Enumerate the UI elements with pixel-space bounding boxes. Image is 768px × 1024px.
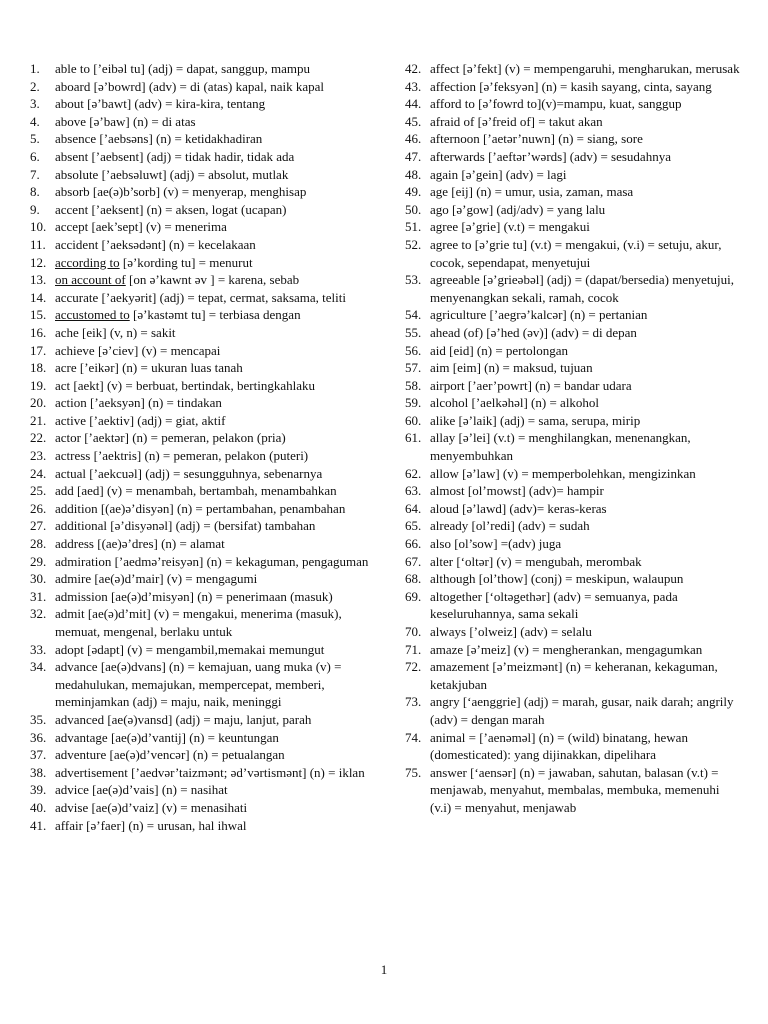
dictionary-entry <box>30 588 370 606</box>
dictionary-entry <box>30 781 370 799</box>
entry-text: ago [ə’gow] (adj/adv) = yang lalu <box>430 201 606 217</box>
entry-text: almost [ol’mowst] (adv)= hampir <box>430 483 604 499</box>
entry-number: 65. <box>405 518 422 534</box>
dictionary-entry <box>405 623 740 641</box>
dictionary-entry <box>30 394 370 412</box>
dictionary-entry <box>405 166 740 184</box>
entry-number: 43. <box>405 78 422 94</box>
dictionary-entry <box>30 535 370 553</box>
entry-text: accent [’aeksent] (n) = aksen, logat (ucapan) <box>55 201 287 217</box>
entry-text: actor [’aektər] (n) = pemeran, pelakon (pria) <box>55 430 286 446</box>
entry-number: 16. <box>30 324 47 340</box>
entry-number: 52. <box>405 236 422 252</box>
entry-text: advantage [ae(ə)d’vantij] (n) = keuntungan <box>55 729 279 745</box>
entry-number: 26. <box>30 500 47 516</box>
dictionary-entry <box>405 535 740 553</box>
entry-text: amaze [ə’meiz] (v) = mengherankan, mengagumkan <box>430 641 703 657</box>
dictionary-entry <box>405 465 740 483</box>
dictionary-entry <box>30 729 370 747</box>
entry-number: 6. <box>30 148 40 164</box>
entry-number: 51. <box>405 219 422 235</box>
entry-text: accept [aek’sept] (v) = menerima <box>55 219 227 235</box>
entry-number: 35. <box>30 711 47 727</box>
entry-number: 61. <box>405 430 422 446</box>
dictionary-entry <box>30 465 370 483</box>
dictionary-entry <box>30 517 370 535</box>
dictionary-entry <box>405 201 740 219</box>
dictionary-entry <box>405 95 740 113</box>
entry-text: also [ol’sow] =(adv) juga <box>430 536 562 552</box>
entry-number: 32. <box>30 606 47 622</box>
entry-text: advance [ae(ə)dvans] (n) = kemajuan, uang muka (v) = medahulukan, memajukan, mempercepat, memberi, meminjamkan (adj) = maju, naik, meninggi <box>55 659 342 710</box>
entry-number: 49. <box>405 184 422 200</box>
entry-number: 21. <box>30 412 47 428</box>
entry-text: agreeable [ə’grieəbəl] (adj) = (dapat/bersedia) menyetujui, menyenangkan sekali, ramah, cocok <box>430 272 735 305</box>
entry-number: 41. <box>30 817 47 833</box>
dictionary-entry <box>405 517 740 535</box>
entry-number: 46. <box>405 131 422 147</box>
dictionary-entry <box>30 359 370 377</box>
entry-number: 29. <box>30 553 47 569</box>
dictionary-entry <box>405 113 740 131</box>
entry-number: 12. <box>30 254 47 270</box>
entry-number: 15. <box>30 307 47 323</box>
entry-text: admission [ae(ə)d’misyən] (n) = penerimaan (masuk) <box>55 588 333 604</box>
dictionary-entry <box>30 78 370 96</box>
entry-number: 24. <box>30 465 47 481</box>
entry-text: already [ol’redi] (adv) = sudah <box>430 518 590 534</box>
entry-text: aboard [ə’bowrd] (adv) = di (atas) kapal, naik kapal <box>55 78 325 94</box>
entry-number: 18. <box>30 360 47 376</box>
entry-number: 20. <box>30 395 47 411</box>
dictionary-entry <box>405 130 740 148</box>
entry-text: on account of [on ə’kawnt əv ] = karena, sebab <box>55 272 300 288</box>
entry-number: 39. <box>30 782 47 798</box>
entry-number: 66. <box>405 536 422 552</box>
entry-number: 14. <box>30 289 47 305</box>
dictionary-entry <box>405 60 740 78</box>
entry-text: alter [‘oltər] (v) = mengubah, merombak <box>430 553 642 569</box>
entry-number: 28. <box>30 536 47 552</box>
entry-number: 68. <box>405 571 422 587</box>
entry-number: 63. <box>405 483 422 499</box>
dictionary-entry <box>30 429 370 447</box>
left-column <box>30 60 370 834</box>
entry-text: agree [ə’grie] (v.t) = mengakui <box>430 219 590 235</box>
entry-number: 53. <box>405 272 422 288</box>
entry-text: ahead (of) [ə’hed (əv)] (adv) = di depan <box>430 324 637 340</box>
entry-number: 25. <box>30 483 47 499</box>
entry-number: 33. <box>30 641 47 657</box>
dictionary-entry <box>30 95 370 113</box>
dictionary-entry <box>30 658 370 711</box>
dictionary-entry <box>30 342 370 360</box>
entry-number: 70. <box>405 624 422 639</box>
entry-text: actress [’aektris] (n) = pemeran, pelakon (puteri) <box>55 448 309 464</box>
entry-headword-underlined: on account of <box>55 272 126 288</box>
dictionary-entry <box>30 711 370 729</box>
entry-number: 56. <box>405 342 422 358</box>
dictionary-entry <box>30 605 370 640</box>
entry-text: absolute [’aebsəluwt] (adj) = absolut, mutlak <box>55 166 289 182</box>
entry-text: admire [ae(ə)d’mair] (v) = mengagumi <box>55 571 258 587</box>
entry-text: affair [ə’faer] (n) = urusan, hal ihwal <box>55 817 247 833</box>
entry-number: 50. <box>405 201 422 217</box>
entry-number: 73. <box>405 694 422 710</box>
dictionary-entry <box>405 342 740 360</box>
entry-number: 42. <box>405 61 422 76</box>
dictionary-entry <box>30 289 370 307</box>
entry-text: agree to [ə’grie tu] (v.t) = mengakui, (v.i) = setuju, akur, cocok, sependapat, menyetujui <box>430 236 722 270</box>
dictionary-entry <box>30 271 370 289</box>
entry-text: affect [ə’fekt] (v) = mempengaruhi, mengharukan, merusak <box>430 61 740 76</box>
entry-text: allow [ə’law] (v) = memperbolehkan, mengizinkan <box>430 465 696 481</box>
page-number: 1 <box>380 962 388 977</box>
entry-number: 37. <box>30 747 47 763</box>
dictionary-entry <box>30 324 370 342</box>
entry-text: about [ə’bawt] (adv) = kira-kira, tentang <box>55 96 266 112</box>
entry-text: absorb [ae(ə)b’sorb] (v) = menyerap, menghisap <box>55 184 307 200</box>
entry-text: addition [(ae)ə’disyən] (n) = pertambahan, penambahan <box>55 500 346 516</box>
entry-text: afternoon [’aetər’nuwn] (n) = siang, sore <box>430 131 643 147</box>
entry-text: always [’olweiz] (adv) = selalu <box>430 624 592 639</box>
dictionary-entry <box>30 60 370 78</box>
entry-number: 55. <box>405 324 422 340</box>
entry-text: adopt [ədapt] (v) = mengambil,memakai memungut <box>55 641 325 657</box>
entry-number: 30. <box>30 571 47 587</box>
entry-number: 9. <box>30 201 40 217</box>
entry-number: 17. <box>30 342 47 358</box>
dictionary-entry <box>405 658 740 693</box>
entry-number: 2. <box>30 78 40 94</box>
dictionary-entry <box>405 641 740 659</box>
dictionary-entry <box>405 148 740 166</box>
dictionary-entry <box>30 130 370 148</box>
dictionary-entry <box>30 377 370 395</box>
entry-text: acre [’eikər] (n) = ukuran luas tanah <box>55 360 243 376</box>
right-column <box>405 60 740 817</box>
entry-number: 58. <box>405 377 422 393</box>
dictionary-entry <box>405 78 740 96</box>
dictionary-entry <box>405 271 740 306</box>
entry-number: 10. <box>30 219 47 235</box>
dictionary-entry <box>405 324 740 342</box>
entry-number: 36. <box>30 729 47 745</box>
entry-text: airport [’aer’powrt] (n) = bandar udara <box>430 377 632 393</box>
entry-number: 27. <box>30 518 47 534</box>
dictionary-entry <box>405 412 740 430</box>
entry-text: agriculture [’aegrə’kalcər] (n) = pertanian <box>430 307 648 323</box>
dictionary-entry <box>30 764 370 782</box>
entry-text: affection [ə’feksyən] (n) = kasih sayang, cinta, sayang <box>430 78 712 94</box>
entry-number: 13. <box>30 272 47 288</box>
dictionary-entry <box>405 764 740 817</box>
entry-number: 7. <box>30 166 40 182</box>
entry-text: achieve [ə’ciev] (v) = mencapai <box>55 342 221 358</box>
entry-number: 64. <box>405 500 422 516</box>
entry-number: 54. <box>405 307 422 323</box>
entry-text: according to [ə’kording tu] = menurut <box>55 254 253 270</box>
dictionary-entry <box>405 377 740 395</box>
entry-number: 59. <box>405 395 422 411</box>
dictionary-entry <box>405 482 740 500</box>
dictionary-entry <box>30 254 370 272</box>
entry-text: accident [’aeksədənt] (n) = kecelakaan <box>55 236 256 252</box>
dictionary-entry <box>30 236 370 254</box>
entry-number: 3. <box>30 96 40 112</box>
entry-text: active [’aektiv] (adj) = giat, aktif <box>55 412 226 428</box>
entry-text: animal = [’aenəməl] (n) = (wild) binatang, hewan (domesticated): yang dijinakkan, dipelihara <box>430 729 688 763</box>
dictionary-entry <box>405 729 740 764</box>
dictionary-entry <box>30 447 370 465</box>
entry-text: admit [ae(ə)d’mit] (v) = mengakui, menerima (masuk), memuat, mengenal, berlaku untuk <box>55 606 342 639</box>
entry-text: admiration [’aedmə’reisyən] (n) = kekaguman, pengaguman <box>55 553 369 569</box>
entry-number: 47. <box>405 148 422 164</box>
dictionary-entry <box>30 148 370 166</box>
dictionary-entry <box>405 359 740 377</box>
dictionary-entry <box>30 412 370 430</box>
entry-number: 69. <box>405 588 422 604</box>
dictionary-entry <box>405 394 740 412</box>
entry-text: address [(ae)ə’dres] (n) = alamat <box>55 536 225 552</box>
entry-text: advertisement [’aedvər’taizmənt; əd’vərtismənt] (n) = iklan <box>55 764 365 780</box>
entry-text: action [’aeksyən] (n) = tindakan <box>55 395 222 411</box>
entry-number: 44. <box>405 96 422 112</box>
dictionary-entry <box>30 570 370 588</box>
dictionary-entry <box>405 183 740 201</box>
entry-number: 11. <box>30 236 46 252</box>
entry-text: afford to [ə’fowrd to](v)=mampu, kuat, sanggup <box>430 96 682 112</box>
entry-text: ache [eik] (v, n) = sakit <box>55 324 176 340</box>
entry-text: above [ə’baw] (n) = di atas <box>55 113 196 129</box>
entry-text: actual [’aekcuəl] (adj) = sesungguhnya, sebenarnya <box>55 465 323 481</box>
dictionary-entry <box>405 693 740 728</box>
entry-number: 23. <box>30 448 47 464</box>
dictionary-entry <box>30 201 370 219</box>
entry-text: advice [ae(ə)d’vais] (n) = nasihat <box>55 782 228 798</box>
entry-number: 4. <box>30 113 40 129</box>
entry-number: 19. <box>30 377 47 393</box>
dictionary-entry <box>30 553 370 571</box>
dictionary-entry <box>30 500 370 518</box>
entry-number: 72. <box>405 659 422 675</box>
entry-text: additional [ə’disyənəl] (adj) = (bersifat) tambahan <box>55 518 316 534</box>
entry-text: answer [‘aensər] (n) = jawaban, sahutan, balasan (v.t) = menjawab, menyahut, membalas, membuka, memenuhi (v.i) = menyahut, menjawab <box>430 764 720 815</box>
entry-number: 34. <box>30 659 47 675</box>
entry-text: aid [eid] (n) = pertolongan <box>430 342 569 358</box>
entry-number: 75. <box>405 764 422 780</box>
dictionary-entry <box>405 218 740 236</box>
entry-text: alcohol [’aelkəhəl] (n) = alkohol <box>430 395 600 411</box>
entry-text: aloud [ə’lawd] (adv)= keras-keras <box>430 500 607 516</box>
entry-number: 60. <box>405 412 422 428</box>
entry-number: 5. <box>30 131 40 147</box>
entry-number: 57. <box>405 360 422 376</box>
entry-number: 8. <box>30 184 40 200</box>
entry-number: 71. <box>405 641 422 657</box>
entry-number: 40. <box>30 799 47 815</box>
dictionary-entry <box>405 588 740 623</box>
entry-number: 22. <box>30 430 47 446</box>
entry-text: angry [‘aenggrie] (adj) = marah, gusar, naik darah; angrily (adv) = dengan marah <box>430 694 734 727</box>
dictionary-entry <box>405 570 740 588</box>
dictionary-entry <box>405 306 740 324</box>
entry-text: absent [’aebsent] (adj) = tidak hadir, tidak ada <box>55 148 295 164</box>
entry-text: aim [eim] (n) = maksud, tujuan <box>430 360 593 376</box>
entry-text: act [aekt] (v) = berbuat, bertindak, bertingkahlaku <box>55 377 315 393</box>
entry-text: alike [ə’laik] (adj) = sama, serupa, mirip <box>430 412 641 428</box>
entry-text: add [aed] (v) = menambah, bertambah, menambahkan <box>55 483 337 499</box>
entry-text: afraid of [ə’freid of] = takut akan <box>430 113 603 129</box>
entry-text: accurate [’aekyərit] (adj) = tepat, cermat, saksama, teliti <box>55 289 347 305</box>
entry-headword-underlined: accustomed to <box>55 307 130 323</box>
entry-number: 48. <box>405 166 422 182</box>
entry-text: allay [ə’lei] (v.t) = menghilangkan, menenangkan, menyembuhkan <box>430 430 691 464</box>
entry-text: accustomed to [ə’kastəmt tu] = terbiasa dengan <box>55 307 301 323</box>
entry-number: 62. <box>405 465 422 481</box>
entry-number: 1. <box>30 61 40 76</box>
entry-number: 31. <box>30 588 47 604</box>
entry-number: 67. <box>405 553 422 569</box>
entry-text: altogether [‘oltəgethər] (adv) = semuanya, pada keseluruhannya, sama sekali <box>430 588 678 622</box>
dictionary-entry <box>30 746 370 764</box>
dictionary-entry <box>30 166 370 184</box>
entry-text: advise [ae(ə)d’vaiz] (v) = menasihati <box>55 799 248 815</box>
entry-text: advanced [ae(ə)vansd] (adj) = maju, lanjut, parah <box>55 711 312 727</box>
entry-text: able to [’eibəl tu] (adj) = dapat, sanggup, mampu <box>55 61 310 76</box>
dictionary-entry <box>30 641 370 659</box>
dictionary-entry <box>30 482 370 500</box>
dictionary-entry <box>30 817 370 835</box>
dictionary-entry <box>30 113 370 131</box>
entry-number: 74. <box>405 729 422 745</box>
entry-text: amazement [ə’meizmənt] (n) = keheranan, kekaguman, ketakjuban <box>430 659 718 692</box>
dictionary-entry <box>30 183 370 201</box>
dictionary-entry <box>405 429 740 464</box>
entry-text: afterwards [’aeftər’wərds] (adv) = sesudahnya <box>430 148 671 164</box>
dictionary-entry <box>405 236 740 271</box>
entry-text: absence [’aebsəns] (n) = ketidakhadiran <box>55 131 263 147</box>
entry-number: 38. <box>30 764 47 780</box>
dictionary-entry <box>30 306 370 324</box>
entry-text: age [eij] (n) = umur, usia, zaman, masa <box>430 184 634 200</box>
dictionary-entry <box>30 799 370 817</box>
entry-text: although [ol’thow] (conj) = meskipun, walaupun <box>430 571 684 587</box>
entry-number: 45. <box>405 113 422 129</box>
dictionary-entry <box>30 218 370 236</box>
dictionary-entry <box>405 553 740 571</box>
dictionary-entry <box>405 500 740 518</box>
entry-text: again [ə’gein] (adv) = lagi <box>430 166 567 182</box>
entry-text: adventure [ae(ə)d’vencər] (n) = petualangan <box>55 747 285 763</box>
entry-headword-underlined: according to <box>55 254 120 270</box>
